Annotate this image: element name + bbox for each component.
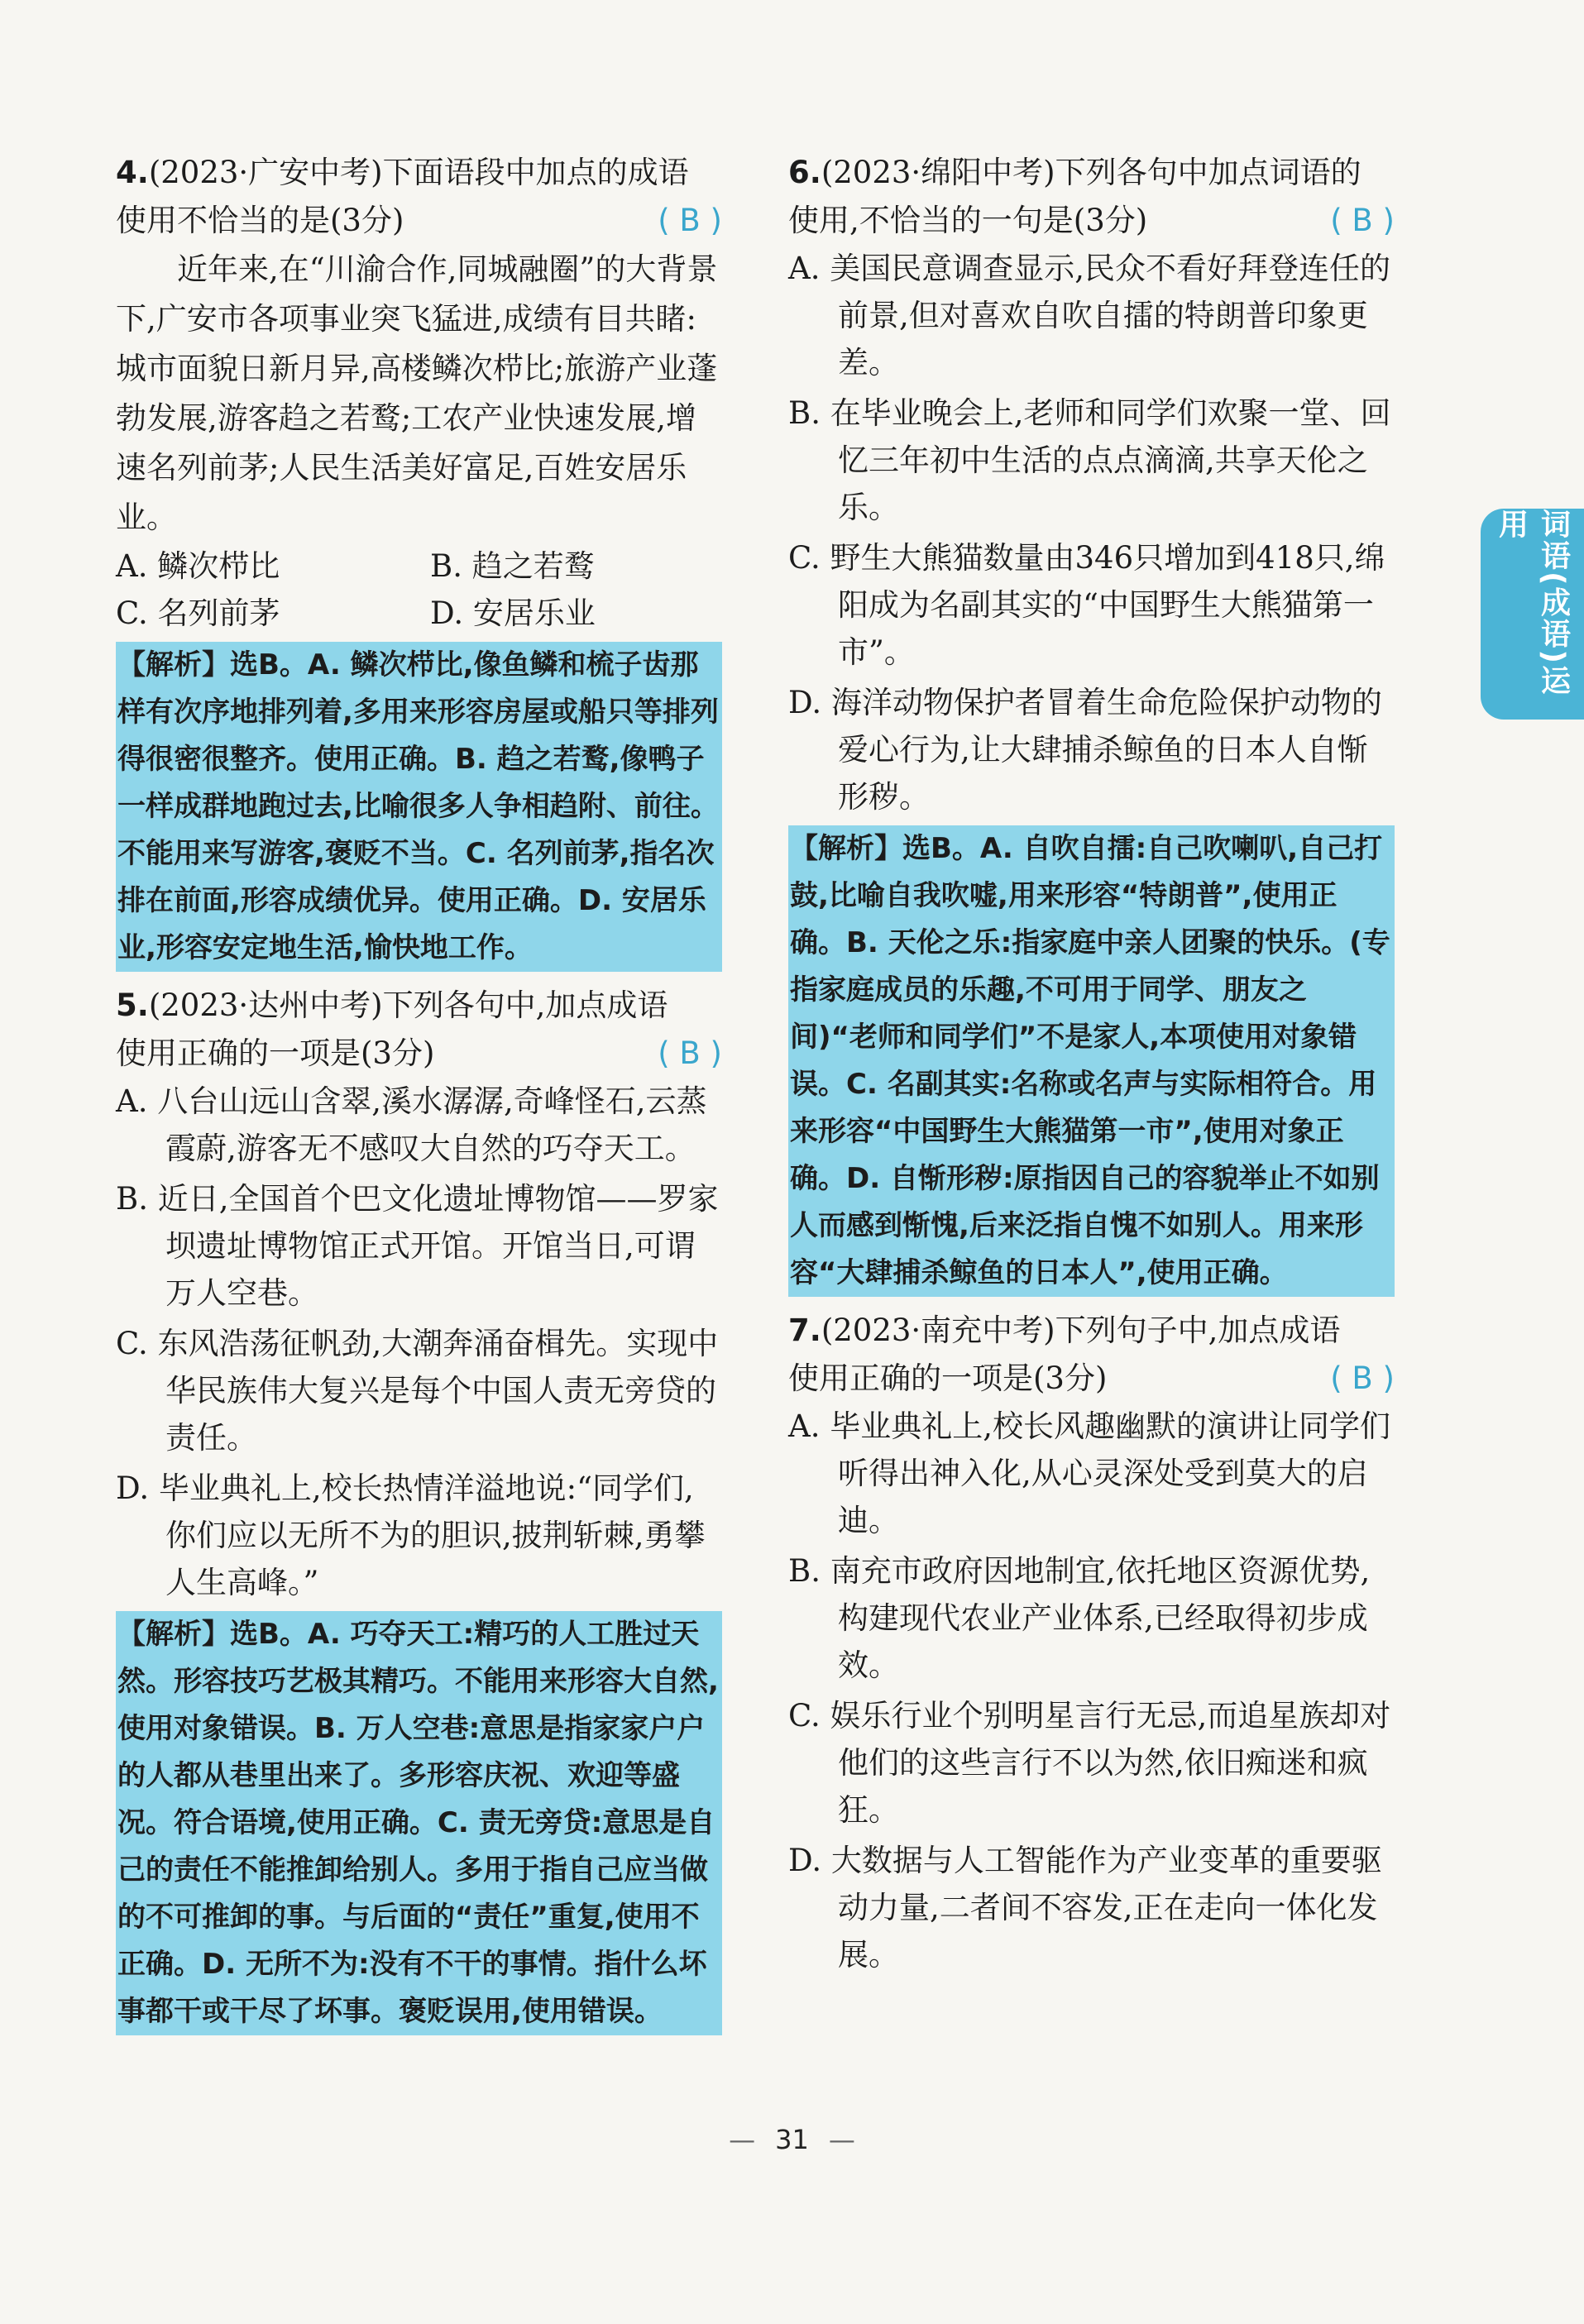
option-a: A. 美国民意调查显示,民众不看好拜登连任的前景,但对喜欢自吹自擂的特朗普印象更差。: [788, 251, 1391, 380]
page-number: [0, 2124, 1584, 2155]
analysis-tag: 【解析】: [117, 1618, 230, 1651]
question-6: [788, 149, 1395, 1297]
option-d: D. 海洋动物保护者冒着生命危险保护动物的爱心行为,让大肆捕杀鲸鱼的日本人自惭形秽。: [788, 685, 1382, 815]
question-line: (2023·广安中考)下面语段中加点的成语: [148, 155, 689, 190]
question-line: (2023·绵阳中考)下列各句中加点词语的: [821, 155, 1361, 190]
options: [116, 1078, 722, 1606]
analysis-box: [116, 642, 722, 972]
question-line: 使用正确的一项是(3分): [116, 1035, 435, 1071]
page-number-value: 31: [775, 2124, 809, 2155]
analysis-text: 选B。A. 自吹自擂:自己吹喇叭,自己打鼓,比喻自我吹嘘,用来形容“特朗普”,使用正确。B. 天伦之乐:指家庭中亲人团聚的快乐。(专指家庭成员的乐趣,不可用于同学、朋友之间)“老师和同学们”不是家人,本项使用对象错误。C. 名副其实:名称或名声与实际相符合。用来形容“中国野生大熊猫第一市”,使用对象正确。D. 自惭形秽:原指因自己的容貌举止不如别人而感到惭愧,后来泛指自愧不如别人。用来形容“大肆捕杀鲸鱼的日本人”,使用正确。: [790, 832, 1390, 1289]
question-7: [788, 1307, 1395, 1978]
option-b: B. 在毕业晚会上,老师和同学们欢聚一堂、回忆三年初中生活的点点滴滴,共享天伦之乐。: [788, 395, 1391, 525]
question-line: (2023·达州中考)下列各句中,加点成语: [148, 987, 668, 1023]
section-side-tab-label: 词语(成语)运用: [1494, 509, 1571, 696]
question-line: 使用正确的一项是(3分): [788, 1360, 1108, 1396]
divider: —: [828, 2124, 855, 2155]
analysis-text: 选B。A. 巧夺天工:精巧的人工胜过天然。形容技巧艺极其精巧。不能用来形容大自然,使用对象错误。B. 万人空巷:意思是指家家户户的人都从巷里出来了。多形容庆祝、欢迎等盛况。符合语境,使用正确。C. 责无旁贷:意思是自己的责任不能推卸给别人。多用于指自己应当做的不可推卸的事。与后面的“责任”重复,使用不正确。D. 无所不为:没有不干的事情。指什么坏事都干或干尽了坏事。褒贬误用,使用错误。: [117, 1618, 719, 2028]
answer-mark: ( B ): [658, 1035, 722, 1071]
option-c: C. 娱乐行业个别明星言行无忌,而追星族却对他们的这些言行不以为然,依旧痴迷和疯狂。: [788, 1698, 1391, 1828]
question-number: 6.: [788, 155, 821, 190]
option-b: B. 南充市政府因地制宜,依托地区资源优势,构建现代农业产业体系,已经取得初步成效。: [788, 1553, 1371, 1683]
option-d: D. 毕业典礼上,校长热情洋溢地说:“同学们,你们应以无所不为的胆识,披荆斩棘,勇攀人生高峰。”: [116, 1470, 706, 1600]
analysis-text: 选B。A. 鳞次栉比,像鱼鳞和梳子齿那样有次序地排列着,多用来形容房屋或船只等排列得很密很整齐。使用正确。B. 趋之若鹜,像鸭子一样成群地跑过去,比喻很多人争相趋附、前往。不能用来写游客,褒贬不当。C. 名列前茅,指名次排在前面,形容成绩优异。使用正确。D. 安居乐业,形容安定地生活,愉快地工作。: [117, 648, 719, 964]
options: [116, 543, 722, 637]
question-5: [116, 982, 722, 2035]
left-column: [116, 149, 722, 2045]
option-d: D. 大数据与人工智能作为产业变革的重要驱动力量,二者间不容发,正在走向一体化发展。: [788, 1843, 1382, 1973]
option-b: B. 近日,全国首个巴文化遗址博物馆——罗家坝遗址博物馆正式开馆。开馆当日,可谓万人空巷。: [116, 1181, 719, 1311]
analysis-box: [788, 825, 1395, 1297]
options: [788, 245, 1395, 820]
options: [788, 1403, 1395, 1978]
question-stem: [788, 149, 1395, 245]
divider: —: [729, 2124, 756, 2155]
question-line: 使用不恰当的是(3分): [116, 203, 404, 238]
option-d: D. 安居乐业: [430, 595, 596, 631]
answer-mark: ( B ): [1330, 203, 1395, 238]
question-line: (2023·南充中考)下列句子中,加点成语: [821, 1313, 1341, 1348]
analysis-tag: 【解析】: [790, 832, 902, 865]
option-c: C. 野生大熊猫数量由346只增加到418只,绵阳成为名副其实的“中国野生大熊猫第一市”。: [788, 540, 1385, 670]
question-number: 5.: [116, 987, 149, 1023]
question-number: 7.: [788, 1313, 821, 1348]
option-a: A. 八台山远山含翠,溪水潺潺,奇峰怪石,云蒸霞蔚,游客无不感叹大自然的巧夺天工。: [116, 1083, 707, 1166]
option-a: A. 鳞次栉比: [116, 548, 280, 584]
question-line: 使用,不恰当的一句是(3分): [788, 203, 1148, 238]
question-4: [116, 149, 722, 972]
passage: 近年来,在“川渝合作,同城融圈”的大背景下,广安市各项事业突飞猛进,成绩有目共睹:城市面貌日新月异,高楼鳞次栉比;旅游产业蓬勃发展,游客趋之若鹜;工农产业快速发展,增速名列前茅;人民生活美好富足,百姓安居乐业。: [116, 251, 718, 535]
right-column: [788, 149, 1395, 1982]
option-a: A. 毕业典礼上,校长风趣幽默的演讲让同学们听得出神入化,从心灵深处受到莫大的启迪。: [788, 1408, 1391, 1538]
answer-mark: ( B ): [658, 203, 722, 238]
option-b: B. 趋之若鹜: [430, 548, 595, 584]
question-stem: [116, 982, 722, 1078]
question-stem: [788, 1307, 1395, 1403]
option-c: C. 东风浩荡征帆劲,大潮奔涌奋楫先。实现中华民族伟大复兴是每个中国人责无旁贷的责任。: [116, 1326, 719, 1456]
question-number: 4.: [116, 155, 149, 190]
analysis-tag: 【解析】: [117, 648, 230, 681]
analysis-box: [116, 1611, 722, 2035]
section-side-tab: [1481, 509, 1584, 720]
question-stem: [116, 149, 722, 245]
answer-mark: ( B ): [1330, 1360, 1395, 1396]
option-c: C. 名列前茅: [116, 595, 280, 631]
